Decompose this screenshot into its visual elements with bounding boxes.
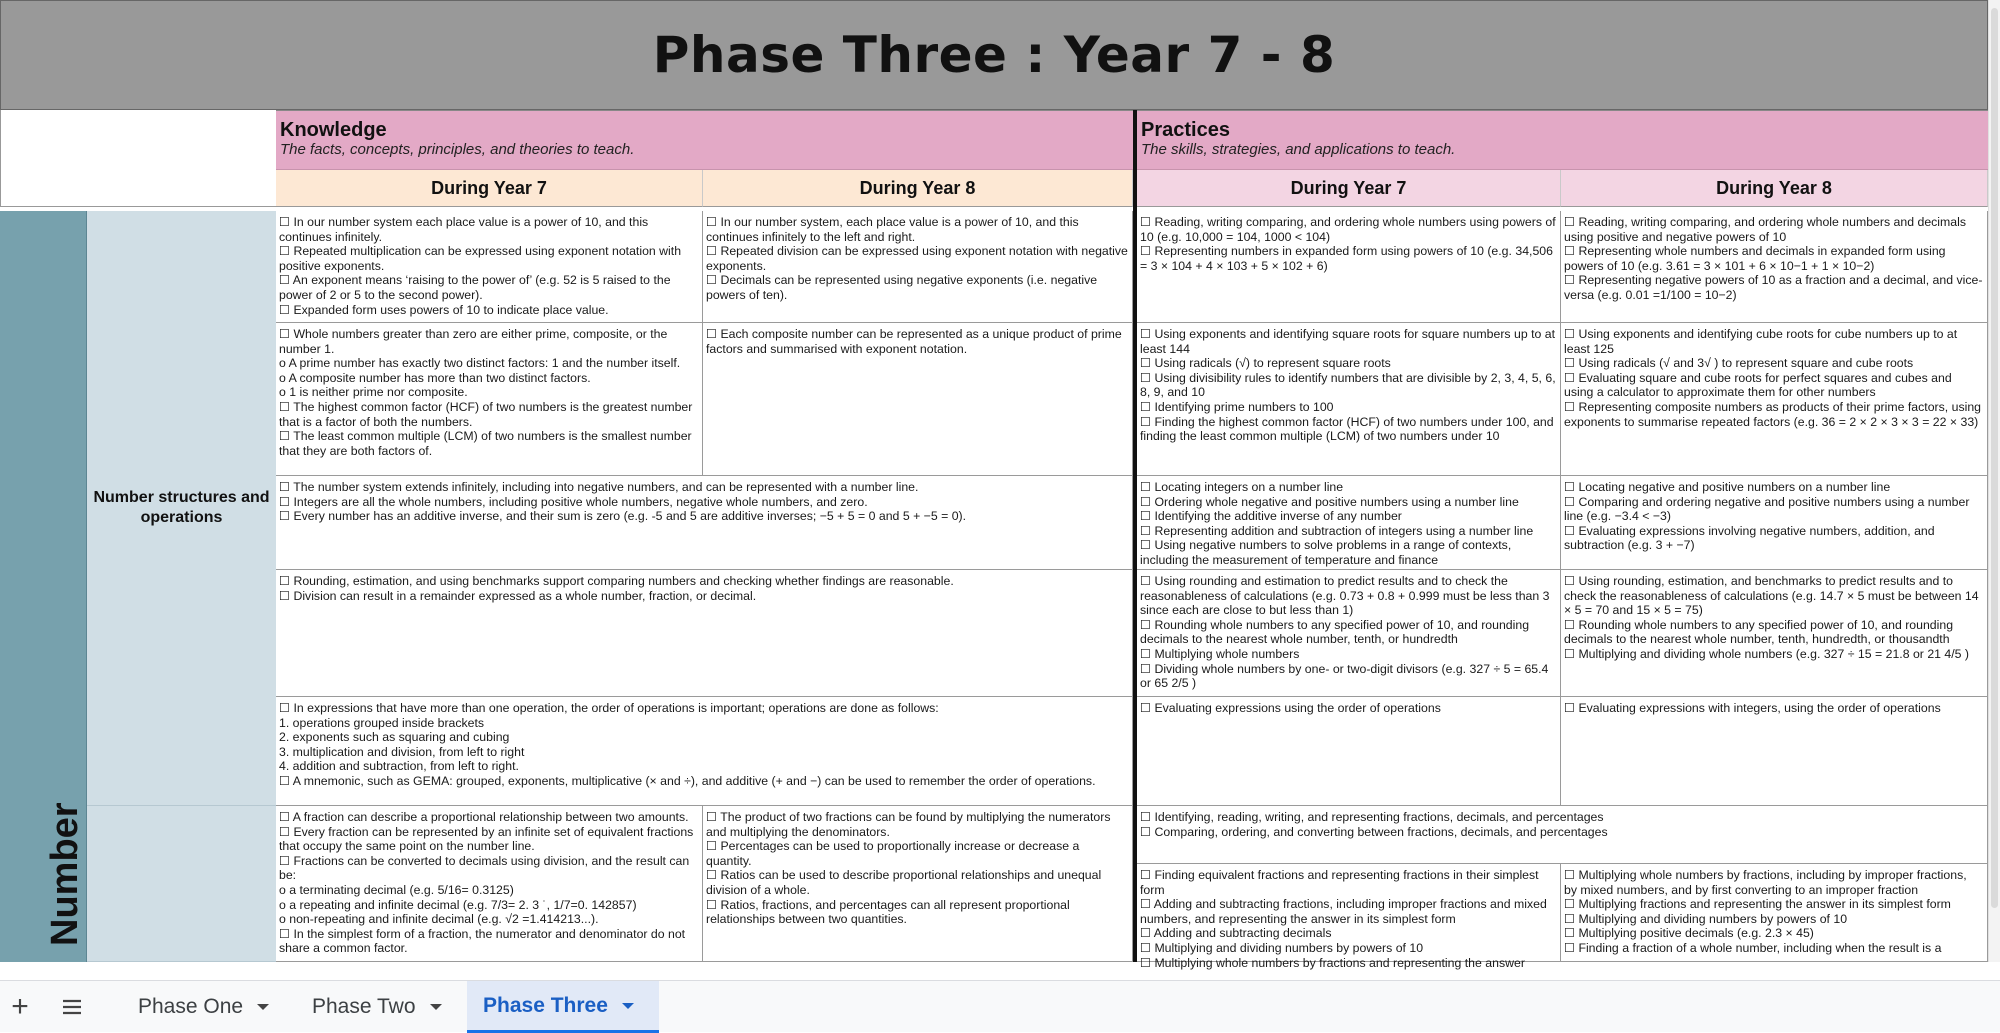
- cell-line: o non-repeating and infinite decimal (e.g. √2 =1.414213...).: [279, 912, 599, 927]
- cell-line: ☐ Adding and subtracting fractions, including improper fractions and mixed numbers, and representing the answer in its simplest form: [1140, 897, 1547, 926]
- cell-row1-knowledge-y8[interactable]: [703, 323, 1133, 476]
- tab-phase-three[interactable]: [467, 981, 659, 1033]
- cell-row2-practices-y7[interactable]: [1137, 476, 1561, 570]
- topic-cell[interactable]: Number structures and operations: [87, 211, 276, 806]
- cell-line: ☐ Multiplying and dividing numbers by powers of 10: [1140, 940, 1424, 955]
- tab-label: Phase One: [138, 995, 244, 1018]
- cell-line: 2. exponents such as squaring and cubing: [279, 730, 510, 745]
- cell-line: ☐ A mnemonic, such as GEMA: grouped, exponents, multiplicative (× and ÷), and additive (+ and −) can be used to remember the order of operations.: [279, 773, 1096, 788]
- cell-line: ☐ Multiplying whole numbers by fractions, including by improper fractions, by mixed numbers, and by first converting to an improper fraction: [1564, 868, 1967, 897]
- cell-line: ☐ Identifying, reading, writing, and representing fractions, decimals, and percentages: [1140, 810, 1604, 824]
- sheet-tab-bar: [0, 980, 2000, 1032]
- cell-line: ☐ In our number system, each place value is a power of 10, and this continues infinitely to the left and right.: [706, 215, 1079, 244]
- knowledge-header[interactable]: [276, 110, 1133, 170]
- cell-line: ☐ In expressions that have more than one operation, the order of operations is important; operations are done as follows:: [279, 701, 939, 715]
- cell-line: ☐ Multiplying fractions and representing the answer in its simplest form: [1564, 897, 1951, 912]
- cell-row5-knowledge-y8[interactable]: [703, 806, 1133, 962]
- cell-line: ☐ Using rounding and estimation to predict results and to check the reasonableness of calculations (e.g. 0.73 + 0.8 + 0.999 must be less than 3 since each are close to but less than 1): [1140, 574, 1550, 618]
- cell-line: ☐ An exponent means ‘raising to the power of’ (e.g. 52 is 5 raised to the power of 2 or 5 to the second power).: [279, 273, 671, 302]
- chevron-down-icon[interactable]: [622, 1003, 634, 1009]
- cell-row4-knowledge[interactable]: [276, 697, 1133, 806]
- cell-line: ☐ Dividing whole numbers by one- or two-digit divisors (e.g. 327 ÷ 5 = 65.4 or 65 2/5 ): [1140, 661, 1549, 691]
- cell-line: ☐ Division can result in a remainder expressed as a whole number, fraction, or decimal.: [279, 588, 757, 603]
- cell-line: ☐ Using radicals (√ and 3√ ) to represent square and cube roots: [1564, 356, 1914, 371]
- cell-row5-knowledge-y7[interactable]: [276, 806, 703, 962]
- year-header-knowledge-y7[interactable]: During Year 7: [276, 170, 703, 207]
- cell-line: ☐ Rounding, estimation, and using benchmarks support comparing numbers and checking whether findings are reasonable.: [279, 574, 954, 588]
- cell-row2-knowledge[interactable]: [276, 476, 1133, 570]
- year-header-knowledge-y8[interactable]: During Year 8: [703, 170, 1133, 207]
- cell-line: ☐ Representing whole numbers and decimals in expanded form using powers of 10 (e.g. 3.61 = 3 × 101 + 6 × 10−1 + 1 × 10−2): [1564, 244, 1946, 273]
- cell-line: ☐ Locating integers on a number line: [1140, 480, 1344, 494]
- cell-line: ☐ In our number system each place value is a power of 10, and this continues infinitely.: [279, 215, 649, 244]
- cell-line: ☐ Rounding whole numbers to any specified power of 10, and rounding decimals to the nearest whole number, tenth, hundredth, or thousandth: [1564, 617, 1954, 647]
- cell-line: ☐ Identifying prime numbers to 100: [1140, 399, 1334, 414]
- cell-line: ☐ Multiplying and dividing whole numbers (e.g. 327 ÷ 15 = 21.8 or 21 4/5 ): [1564, 646, 1970, 661]
- cell-line: ☐ Percentages can be used to proportionally increase or decrease a quantity.: [706, 839, 1080, 868]
- vertical-scrollbar[interactable]: [1988, 0, 2000, 962]
- cell-line: ☐ Reading, writing comparing, and ordering whole numbers and decimals using positive and negative powers of 10: [1564, 215, 1967, 244]
- cell-row0-practices-y7[interactable]: [1137, 211, 1561, 323]
- cell-line: ☐ Comparing, ordering, and converting between fractions, decimals, and percentages: [1140, 824, 1608, 839]
- year-header-practices-y8[interactable]: During Year 8: [1561, 170, 1988, 207]
- cell-line: ☐ Evaluating square and cube roots for perfect squares and cubes and using a calculator to approximate them for other numbers: [1564, 370, 1952, 400]
- cell-line: ☐ The number system extends infinitely, including into negative numbers, and can be represented with a number line.: [279, 480, 919, 494]
- chevron-down-icon[interactable]: [430, 1004, 442, 1010]
- cell-line: ☐ Reading, writing comparing, and ordering whole numbers using powers of 10 (e.g. 10,000 = 104, 1000 < 104): [1140, 215, 1556, 244]
- cell-line: ☐ Rounding whole numbers to any specified power of 10, and rounding decimals to the nearest whole number, tenth, or hundredth: [1140, 617, 1530, 647]
- cell-line: ☐ Comparing and ordering negative and positive numbers using a number line (e.g. −3.4 < −3): [1564, 494, 1970, 524]
- strand-cell-number[interactable]: [0, 211, 87, 962]
- cell-line: ☐ Representing negative powers of 10 as a fraction and a decimal, and vice-versa (e.g. 0.01 =1/100 = 10−2): [1564, 273, 1983, 302]
- cell-line: ☐ Every fraction can be represented by an infinite set of equivalent fractions that occupy the same point on the number line.: [279, 824, 694, 854]
- tab-label: Phase Three: [483, 993, 608, 1017]
- practices-title: Practices: [1141, 119, 1230, 141]
- cell-row0-knowledge-y8[interactable]: [703, 211, 1133, 323]
- cell-line: ☐ Finding a fraction of a whole number, including when the result is a: [1564, 940, 1942, 955]
- cell-line: o 1 is neither prime nor composite.: [279, 385, 468, 400]
- cell-line: ☐ Every number has an additive inverse, and their sum is zero (e.g. -5 and 5 are additive inverses; −5 + 5 = 0 and 5 + −5 = 0).: [279, 509, 967, 524]
- scrollbar-thumb[interactable]: [1991, 8, 1998, 908]
- cell-line: ☐ Using negative numbers to solve problems in a range of contexts, including the measurement of temperature and finance: [1140, 538, 1512, 567]
- cell-line: ☐ Finding the highest common factor (HCF) of two numbers under 100, and finding the least common multiple (LCM) of two numbers under 10: [1140, 414, 1554, 444]
- cell-line: ☐ Multiplying whole numbers by fractions and representing the answer: [1140, 955, 1525, 970]
- cell-row3-knowledge[interactable]: [276, 570, 1133, 697]
- hamburger-icon[interactable]: [52, 981, 92, 1033]
- cell-line: ☐ Identifying the additive inverse of any number: [1140, 509, 1402, 524]
- cell-line: ☐ Using rounding, estimation, and benchmarks to predict results and to check the reasonableness of calculations (e.g. 14.7 × 5 must be between 14 × 5 = 70 and 15 × 5 = 75): [1564, 574, 1979, 618]
- cell-line: ☐ Multiplying positive decimals (e.g. 2.3 × 45): [1564, 926, 1814, 941]
- cell-row1-practices-y8[interactable]: [1561, 323, 1988, 476]
- cell-line: 4. addition and subtraction, from left to right.: [279, 759, 519, 774]
- cell-line: 1. operations grouped inside brackets: [279, 715, 485, 730]
- tab-label: Phase Two: [312, 995, 416, 1018]
- header-corner-blank[interactable]: [0, 110, 276, 207]
- cell-row4-practices-y7[interactable]: [1137, 697, 1561, 806]
- cell-line: ☐ Locating negative and positive numbers on a number line: [1564, 480, 1891, 494]
- cell-line: ☐ Integers are all the whole numbers, including positive whole numbers, negative whole numbers, and zero.: [279, 494, 868, 509]
- cell-line: ☐ Ratios, fractions, and percentages can all represent proportional relationships between two quantities.: [706, 897, 1070, 927]
- cell-line: ☐ In the simplest form of a fraction, the numerator and denominator do not share a common factor.: [279, 926, 686, 956]
- cell-row5-practices-y8[interactable]: [1561, 864, 1988, 962]
- cell-line: ☐ The highest common factor (HCF) of two numbers is the greatest number that is a factor of both the numbers.: [279, 399, 693, 429]
- cell-row5-practices-shared[interactable]: [1137, 806, 1988, 864]
- cell-line: ☐ Multiplying whole numbers: [1140, 646, 1300, 661]
- practices-header[interactable]: [1137, 110, 1988, 170]
- cell-line: ☐ Ratios can be used to describe proportional relationships and unequal division of a whole.: [706, 868, 1102, 897]
- section-divider: [1133, 110, 1137, 962]
- cell-line: ☐ Using exponents and identifying square roots for square numbers up to at least 144: [1140, 327, 1556, 356]
- cell-row1-knowledge-y7[interactable]: [276, 323, 703, 476]
- page-title: Phase Three : Year 7 - 8: [652, 26, 1336, 84]
- cell-line: ☐ Fractions can be converted to decimals using division, and the result can be:: [279, 853, 690, 883]
- cell-line: ☐ The product of two fractions can be found by multiplying the numerators and multiplying the denominators.: [706, 810, 1111, 839]
- cell-row5-practices-y7[interactable]: [1137, 864, 1561, 970]
- cell-row3-practices-y7[interactable]: [1137, 570, 1561, 697]
- cell-line: ☐ The least common multiple (LCM) of two numbers is the smallest number that they are both factors of.: [279, 429, 692, 458]
- cell-line: o A composite number has more than two distinct factors.: [279, 370, 591, 385]
- cell-row2-practices-y8[interactable]: [1561, 476, 1988, 570]
- cell-line: ☐ Multiplying and dividing numbers by powers of 10: [1564, 911, 1848, 926]
- cell-line: o a terminating decimal (e.g. 5/16= 0.3125): [279, 882, 514, 897]
- cell-row0-knowledge-y7[interactable]: [276, 211, 703, 323]
- cell-line: ☐ Finding equivalent fractions and representing fractions in their simplest form: [1140, 868, 1539, 897]
- year-header-practices-y7[interactable]: During Year 7: [1137, 170, 1561, 207]
- cell-line: ☐ Representing composite numbers as products of their prime factors, using exponents to summarise repeated factors (e.g. 36 = 2 × 2 × 3 × 3 = 22 × 33): [1564, 399, 1982, 429]
- strand-label: Number: [44, 802, 86, 946]
- cell-line: ☐ Each composite number can be represented as a unique product of prime factors and summarised with exponent notation.: [706, 327, 1122, 356]
- chevron-down-icon[interactable]: [257, 1004, 269, 1010]
- tab-phase-one[interactable]: [122, 981, 285, 1033]
- cell-line: ☐ Repeated multiplication can be expressed using exponent notation with positive exponents.: [279, 244, 682, 273]
- cell-line: ☐ Evaluating expressions with integers, using the order of operations: [1564, 701, 1941, 715]
- cell-line: ☐ Ordering whole negative and positive numbers using a number line: [1140, 494, 1519, 509]
- cell-line: ☐ Expanded form uses powers of 10 to indicate place value.: [279, 302, 609, 317]
- cell-row3-practices-y8[interactable]: [1561, 570, 1988, 697]
- cell-line: o A prime number has exactly two distinct factors: 1 and the number itself.: [279, 356, 681, 371]
- cell-line: ☐ Evaluating expressions involving negative numbers, addition, and subtraction (e.g. 3 + −7): [1564, 523, 1935, 553]
- cell-line: ☐ Adding and subtracting decimals: [1140, 926, 1332, 941]
- cell-line: 3. multiplication and division, from left to right: [279, 744, 525, 759]
- cell-row4-practices-y8[interactable]: [1561, 697, 1988, 806]
- cell-line: ☐ Representing numbers in expanded form using powers of 10 (e.g. 34,506 = 3 × 104 + 4 × 103 + 5 × 102 + 6): [1140, 244, 1553, 273]
- cell-line: ☐ Using radicals (√) to represent square roots: [1140, 356, 1391, 371]
- cell-line: ☐ Evaluating expressions using the order of operations: [1140, 701, 1441, 715]
- cell-line: ☐ A fraction can describe a proportional relationship between two amounts.: [279, 810, 689, 824]
- cell-line: ☐ Using divisibility rules to identify numbers that are divisible by 2, 3, 4, 5, 6, 8, 9, and 10: [1140, 370, 1556, 400]
- title-band: [0, 0, 1988, 110]
- cell-line: ☐ Whole numbers greater than zero are either prime, composite, or the number 1.: [279, 327, 668, 356]
- cell-line: ☐ Using exponents and identifying cube roots for cube numbers up to at least 125: [1564, 327, 1958, 356]
- cell-row1-practices-y7[interactable]: [1137, 323, 1561, 476]
- plus-icon[interactable]: +: [11, 990, 29, 1023]
- cell-line: o a repeating and infinite decimal (e.g. 7/3= 2. 3 ˙, 1/7=0. 142857): [279, 897, 637, 912]
- knowledge-subtitle: The facts, concepts, principles, and theories to teach.: [280, 141, 635, 158]
- cell-row0-practices-y8[interactable]: [1561, 211, 1988, 323]
- practices-subtitle: The skills, strategies, and applications to teach.: [1141, 141, 1456, 158]
- topic-cell-next[interactable]: [87, 806, 276, 962]
- knowledge-title: Knowledge: [280, 119, 387, 141]
- cell-line: ☐ Representing addition and subtraction of integers using a number line: [1140, 523, 1534, 538]
- tab-phase-two[interactable]: [296, 981, 458, 1033]
- cell-line: ☐ Decimals can be represented using negative exponents (i.e. negative powers of ten).: [706, 273, 1098, 302]
- cell-line: ☐ Repeated division can be expressed using exponent notation with negative exponents.: [706, 244, 1128, 273]
